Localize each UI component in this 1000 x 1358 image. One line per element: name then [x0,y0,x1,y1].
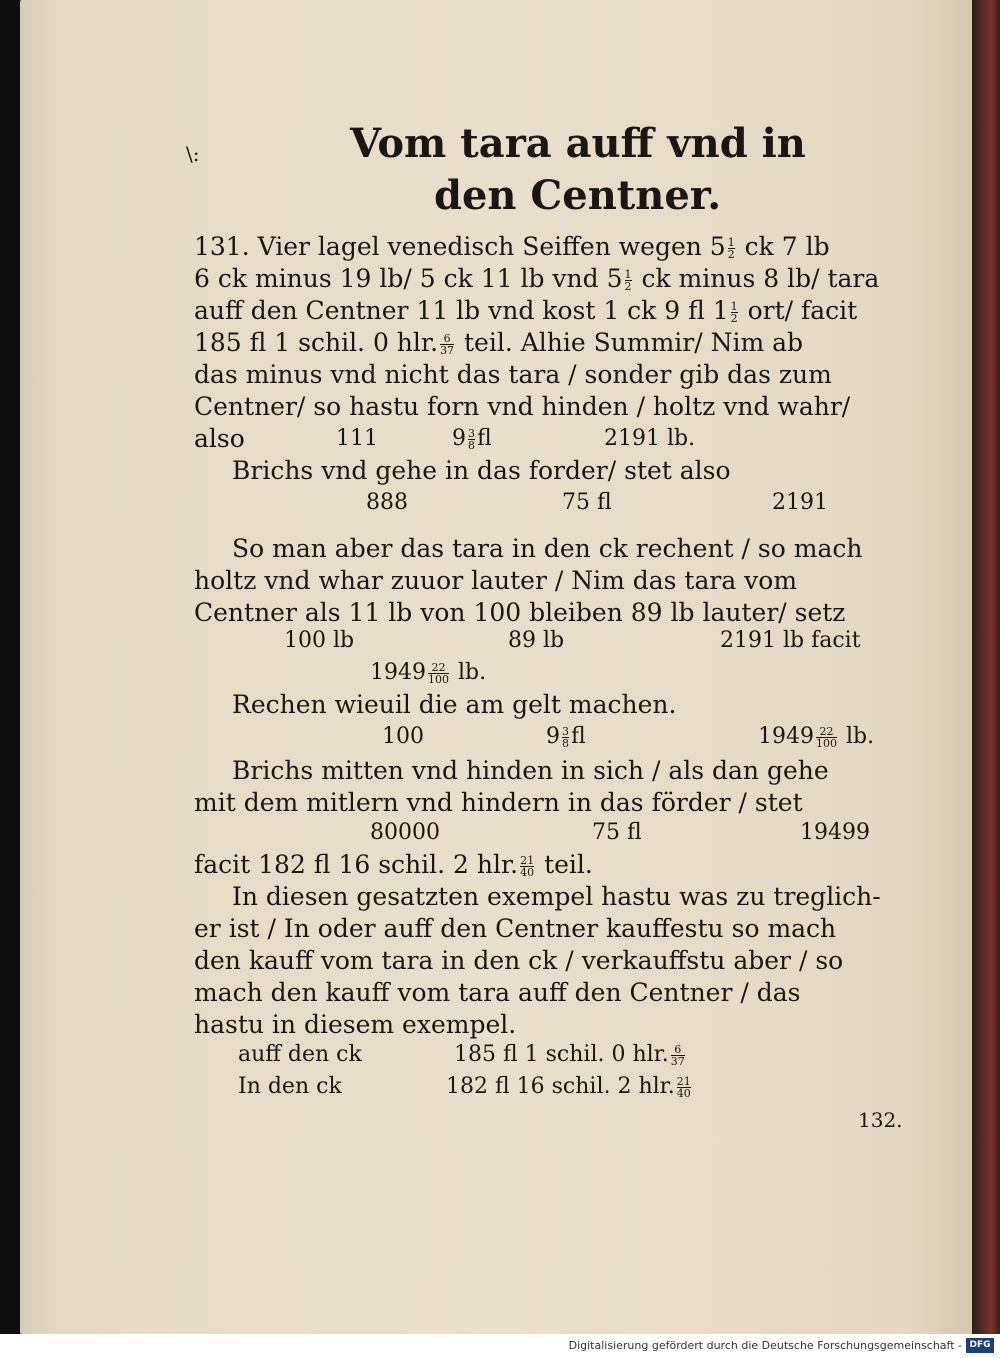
fraction-num: 6 [671,1044,685,1056]
text-line [194,296,857,326]
rule-of-three-b: 75 fl [592,820,642,845]
text-line: Centner/ so hastu forn vnd hinden / holtz vnd wahr/ [194,392,851,421]
text-line: Brichs mitten vnd hinden in sich / als dan gehe [232,756,829,785]
fraction-den: 40 [676,1086,691,1100]
text-span: ort/ facit [747,296,858,325]
summary-value [446,1074,693,1099]
fraction-den: 2 [727,248,735,261]
fraction-den: 100 [816,736,837,750]
book-edge [972,0,1000,1334]
text-line: also [194,424,245,453]
text-line: In diesen gesatzten exempel hastu was zu treglich- [232,882,881,911]
text-line [194,264,879,294]
text-line: holtz vnd whar zuuor lauter / Nim das tara vom [194,566,798,595]
fraction-den: 40 [520,866,535,879]
text-line: er ist / In oder auff den Centner kauffestu so mach [194,914,837,943]
text-line: Centner als 11 lb von 100 bleiben 89 lb lauter/ setz [194,598,846,627]
text-span: ck minus 8 lb/ tara [641,264,880,293]
rule-of-three-c: 19499 [800,820,870,845]
summary-label: In den ck [238,1074,342,1099]
text-span: fl [571,724,586,749]
fraction-den: 37 [440,344,455,357]
dfg-logo[interactable]: DFG [966,1338,994,1353]
fraction-num: 3 [562,724,569,738]
text-span: lb. [458,660,487,685]
rule-of-three-b: 89 lb [508,628,565,653]
fraction-den: 2 [730,312,738,325]
fraction [677,1076,691,1099]
text-line: mach den kauff vom tara auff den Centner / das [194,978,801,1007]
fraction-den: 8 [468,438,475,452]
text-line: mit dem mitlern vnd hindern in das förder / stet [194,788,803,817]
fraction [468,428,475,451]
text-span: 185 fl 1 schil. 0 hlr. [194,328,439,357]
rule-of-three-c: 2191 [772,490,828,515]
fraction [440,333,454,356]
rule-of-three-b [452,426,492,451]
corner-mark: \: [186,142,200,166]
fraction [562,726,569,749]
text-span: fl [477,426,492,451]
fraction-num: 1 [624,268,632,281]
text-span: 1949 [370,660,426,685]
fraction-num: 1 [727,236,735,249]
fraction-num: 21 [676,1074,691,1088]
text-span: 9 [452,426,466,451]
text-line [194,850,593,880]
text-line: das minus vnd nicht das tara / sonder gib das zum [194,360,832,389]
fraction-den: 2 [624,280,632,293]
text-span: teil. Alhie Summir/ Nim ab [464,328,804,357]
rule-of-three-c: 2191 lb facit [720,628,861,653]
fraction [731,301,738,324]
page-title-line2: den Centner. [434,172,722,219]
text-span: ck 7 lb [744,232,830,261]
text-line: So man aber das tara in den ck rechent / so mach [232,534,863,563]
summary-label: auff den ck [238,1042,362,1067]
fraction-num: 22 [428,662,449,674]
fraction-num: 1 [730,300,738,313]
text-span: facit 182 fl 16 schil. 2 hlr. [194,850,519,879]
text-span: teil. [544,850,593,879]
result-value [370,660,486,685]
fraction-num: 6 [440,333,454,345]
text-span: lb. [846,724,875,749]
fraction [520,855,534,878]
text-span: 9 [546,724,560,749]
footer-credit: Digitalisierung gefördert durch die Deutsche Forschungsgemeinschaft - [568,1339,962,1352]
rule-of-three-b: 75 fl [562,490,612,515]
rule-of-three-a: 111 [336,426,378,451]
fraction [625,269,632,292]
fraction-num: 3 [468,426,475,440]
fraction-den: 37 [670,1054,685,1068]
rule-of-three-a: 888 [366,490,408,515]
text-line: hastu in diesem exempel. [194,1010,517,1039]
text-line: Rechen wieuil die am gelt machen. [232,690,677,719]
summary-value [454,1042,687,1067]
rule-of-three-a: 100 [382,724,424,749]
text-span: 131. Vier lagel venedisch Seiffen wegen 5 [194,232,726,261]
page-title-line1: Vom tara auff vnd in [350,120,806,167]
rule-of-three-b [546,724,586,749]
text-span: 1949 [758,724,814,749]
text-line: den kauff vom tara in den ck / verkauffstu aber / so [194,946,844,975]
fraction [816,726,837,749]
text-line [194,328,803,358]
fraction [428,662,449,685]
rule-of-three-c [758,724,874,749]
text-line [194,232,830,262]
fraction-den: 8 [562,736,569,750]
fraction-num: 22 [816,726,837,738]
fraction [728,237,735,260]
text-span: auff den Centner 11 lb vnd kost 1 ck 9 fl 1 [194,296,729,325]
fraction [671,1044,685,1067]
fraction-num: 21 [520,854,535,867]
rule-of-three-c: 2191 lb. [604,426,696,451]
text-span: 185 fl 1 schil. 0 hlr. [454,1042,669,1067]
text-span: 182 fl 16 schil. 2 hlr. [446,1074,675,1099]
footer-bar [0,1334,1000,1358]
text-line: Brichs vnd gehe in das forder/ stet also [232,456,731,485]
text-span: 6 ck minus 19 lb/ 5 ck 11 lb vnd 5 [194,264,623,293]
fraction-den: 100 [428,672,449,686]
rule-of-three-a: 100 lb [284,628,355,653]
rule-of-three-a: 80000 [370,820,440,845]
page-number: 132. [858,1108,903,1132]
